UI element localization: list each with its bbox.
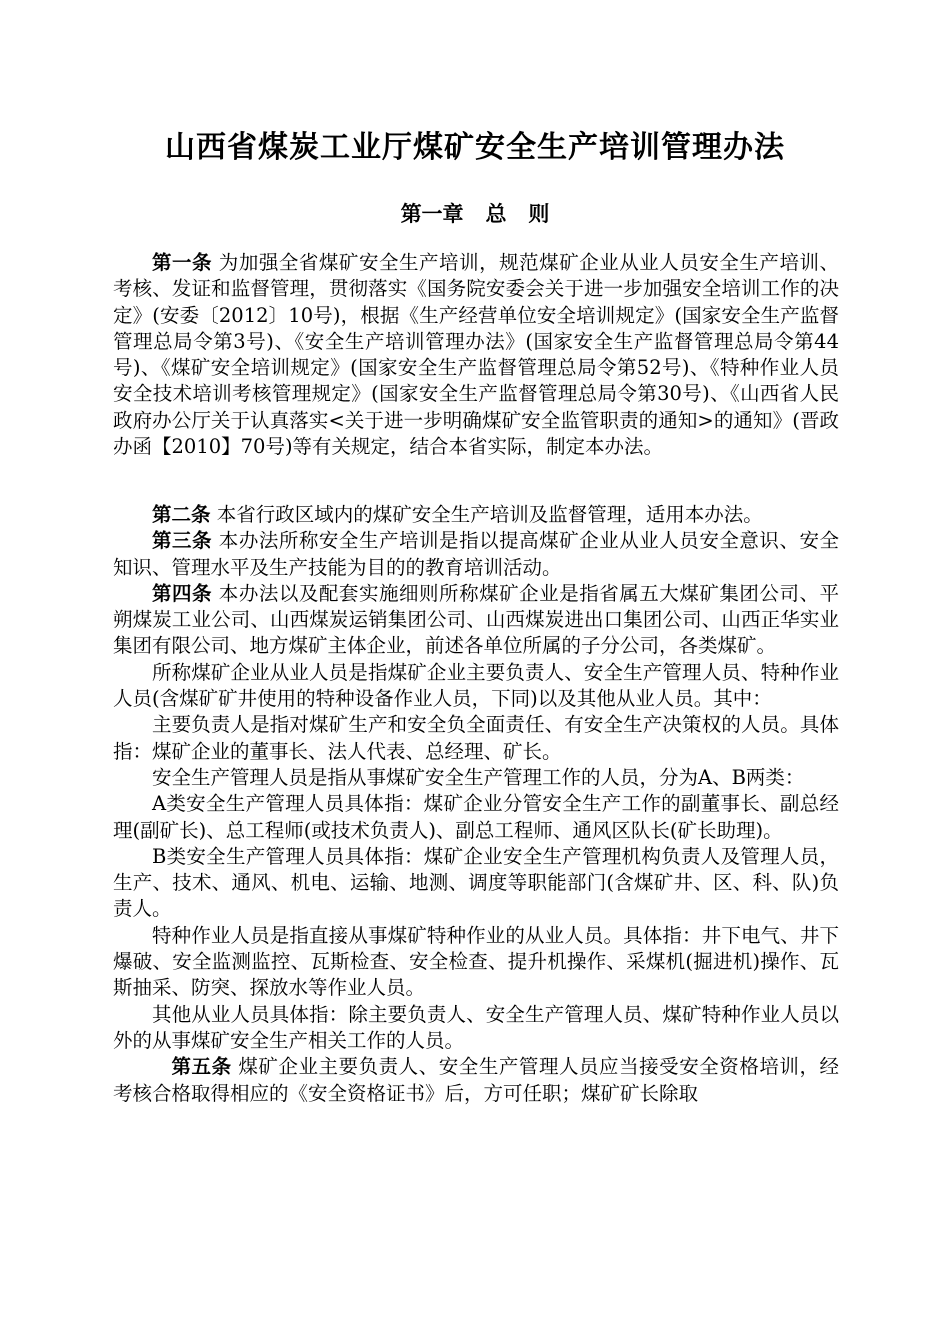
article-label: 第四条: [152, 581, 213, 605]
chapter-heading: 第一章 总 则: [400, 202, 550, 226]
document-title: 山西省煤炭工业厅煤矿安全生产培训管理办法: [165, 130, 785, 165]
paragraph-text: 安全生产管理人员是指从事煤矿安全生产管理工作的人员，分为A、B两类：: [152, 765, 805, 789]
paragraph-text: 为加强全省煤矿安全生产培训，规范煤矿企业从业人员安全生产培训、考核、发证和监督管理，贯彻落实《国务院安委会关于进一步加强安全培训工作的决定》(安委〔2012〕10号)，根据《生产经营单位安全培训规定》(国家安全生产监督管理总局令第3号)、《安全生产培训管理办法》(国家安全生产监督管理总局令第44号)、《煤矿安全培训规定》(国家安全生产监督管理总局令第52号)、《特种作业人员安全技术培训考核管理规定》(国家安全生产监督管理总局令第30号)、《山西省人民政府办公厅关于认真落实<关于进一步明确煤矿安全监管职责的通知>的通知》(晋政办函【2010】70号)等有关规定，结合本省实际，制定本办法。: [113, 251, 839, 459]
paragraph-text: 特种作业人员是指直接从事煤矿特种作业的从业人员。具体指：井下电气、井下爆破、安全监测监控、瓦斯检查、安全检查、提升机操作、采煤机(掘进机)操作、瓦斯抽采、防突、探放水等作业人员。: [113, 923, 839, 1000]
article-label: 第二条: [152, 503, 211, 526]
article-label: 第三条: [152, 529, 213, 553]
paragraph: [113, 502, 839, 528]
paragraph: [113, 528, 839, 581]
paragraph-text: 其他从业人员具体指：除主要负责人、安全生产管理人员、煤矿特种作业人员以外的从事煤矿安全生产相关工作的人员。: [113, 1002, 839, 1052]
paragraph: [113, 844, 839, 923]
paragraph-text: 所称煤矿企业从业人员是指煤矿企业主要负责人、安全生产管理人员、特种作业人员(含煤矿矿井使用的特种设备作业人员，下同)以及其他从业人员。其中：: [113, 660, 839, 711]
articles-body: [113, 502, 839, 1107]
paragraph: [113, 791, 839, 844]
paragraph: [113, 923, 839, 1002]
paragraph-text: 本省行政区域内的煤矿安全生产培训及监督管理，适用本办法。: [210, 503, 763, 526]
paragraph: [113, 1002, 839, 1055]
paragraph: [113, 581, 839, 660]
paragraph-text: 本办法以及配套实施细则所称煤矿企业是指省属五大煤矿集团公司、平朔煤炭工业公司、山西煤炭运销集团公司、山西煤炭进出口集团公司、山西正华实业集团有限公司、地方煤矿主体企业，前述各单位所属的子分公司，各类煤矿。: [113, 581, 839, 658]
paragraph-text: 煤矿企业主要负责人、安全生产管理人员应当接受安全资格培训，经考核合格取得相应的《安全资格证书》后，方可任职；煤矿矿长除取: [113, 1055, 839, 1105]
paragraph: [113, 250, 839, 460]
paragraph: [113, 660, 839, 713]
paragraph: [113, 712, 839, 765]
article-label: 第一条: [152, 251, 213, 274]
article-1: [113, 250, 839, 460]
paragraph-text: 主要负责人是指对煤矿生产和安全负全面责任、有安全生产决策权的人员。具体指：煤矿企业的董事长、法人代表、总经理、矿长。: [113, 713, 839, 763]
paragraph-text: 本办法所称安全生产培训是指以提高煤矿企业从业人员安全意识、安全知识、管理水平及生产技能为目的的教育培训活动。: [113, 529, 839, 579]
paragraph-text: A类安全生产管理人员具体指：煤矿企业分管安全生产工作的副董事长、副总经理(副矿长)、总工程师(或技术负责人)、副总工程师、通风区队长(矿长助理)。: [113, 792, 839, 842]
paragraph-text: B类安全生产管理人员具体指：煤矿企业安全生产管理机构负责人及管理人员，生产、技术、通风、机电、运输、地测、调度等职能部门(含煤矿井、区、科、队)负责人。: [113, 844, 839, 921]
paragraph: [113, 765, 839, 791]
paragraph: [113, 1054, 839, 1107]
article-label: 第五条: [171, 1055, 232, 1079]
